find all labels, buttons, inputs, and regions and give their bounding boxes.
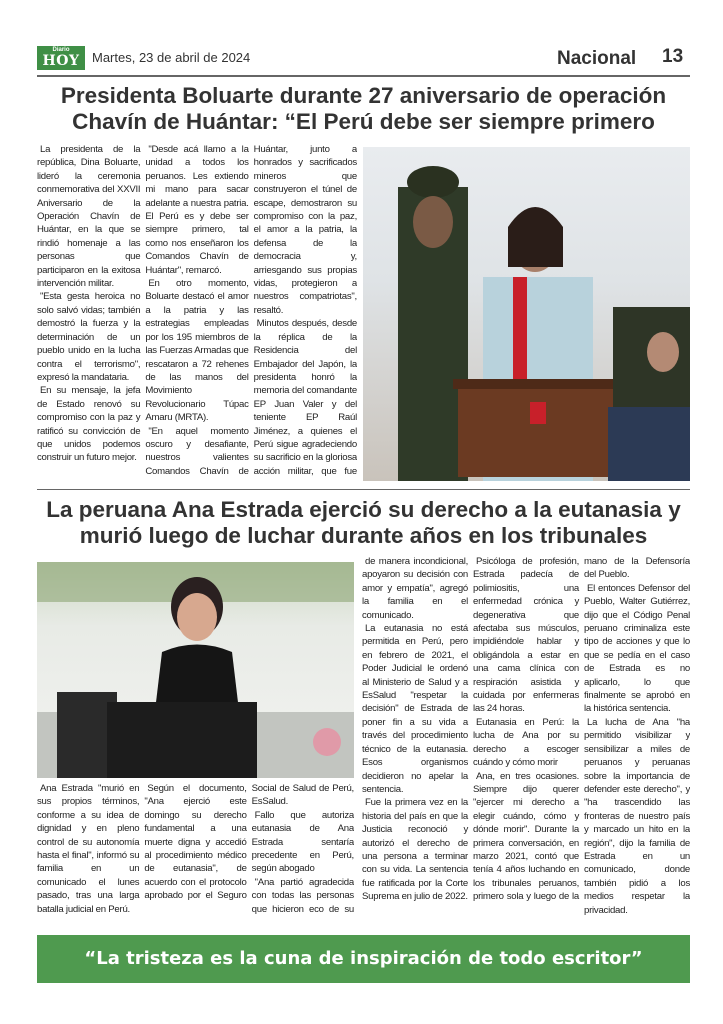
- quote-banner: “La tristeza es la cuna de inspiración de todo escritor”: [37, 935, 690, 983]
- header-rule: [37, 75, 690, 77]
- page-number: 13: [662, 46, 684, 67]
- paragraph: Minutos después, desde la réplica de la Residencia del Embajador del Japón, la presidenta honró la memoria del comandante EP Juan Valer y del teniente EP Raúl Jiménez, a quienes el Perú sigue agradeciendo su sacrificio en la gloriosa acción militar, que fue: [253, 318, 357, 477]
- paragraph: La presidenta de la república, Dina Boluarte, lideró la ceremonia conmemorativa del XXVII Aniversario de la Operación Chavín de Huántar, en la que se rindió homenaje a las personas que participaron en la exitosa intervención militar.: [37, 144, 141, 290]
- issue-date: Martes, 23 de abril de 2024: [92, 50, 251, 65]
- paragraph: Eutanasia en Perú: la lucha de Ana por su derecho a escoger cuándo y cómo morir: [473, 716, 579, 769]
- paragraph: En otro momento, Boluarte destacó el amor a la patria y las estrategias empleadas por los 195 miembros de las Fuerzas Armadas que rescataron a 72 rehenes de las manos del Movimiento Revolucionario Túpac Amaru (MRTA).: [145, 278, 249, 424]
- paragraph: Ana, en tres ocasiones. Siempre dijo querer "ejercer mi derecho a elegir cuándo, cómo y dónde morir". Durante la primera conversación, en marzo 2021, contó que tenía 4 años luchando en los tribunales peruanos, primero sola y luego de la mano de la Defensoría del Pueblo.: [473, 556, 690, 903]
- ana-estrada-photo: [37, 562, 354, 778]
- paragraph: "Esta gesta heroica no solo salvó vidas; también demostró la fuerza y la determinación de un pueblo unido en la lucha contra el terrorismo", expresó la mandataria.: [37, 291, 141, 383]
- paragraph: La lucha de Ana "ha permitido visibilizar y sensibilizar a miles de peruanos y peruanas sobre la importancia de defender este derecho", y "ha trascendido las fronteras de nuestro país y marcado un hito en la región", dijo la familia de Estrada en un comunicado, donde también pidió a los medios respetar la privacidad.: [584, 716, 690, 916]
- article2-headline: La peruana Ana Estrada ejerció su derecho a la eutanasia y murió luego de luchar durante años en los tribunales: [46, 497, 681, 548]
- paragraph: Ana Estrada "murió en sus propios términos, conforme a su idea de dignidad y en pleno control de su autonomía hasta el final", informó su familia en un comunicado el lunes pasado, tras una larga batalla judicial en Perú.: [37, 783, 140, 915]
- paragraph: Fallo que autoriza eutanasia de Ana Estrada sentaría precedente en Perú, según abogado: [251, 809, 354, 875]
- article1-headline: Presidenta Boluarte durante 27 aniversario de operación Chavín de Huántar: “El Perú debe ser siempre primero: [60, 83, 667, 134]
- paragraph: "Ana partió agradecida con todas las personas que hicieron eco de su: [251, 876, 354, 915]
- paragraph: Fue la primera vez en la historia del país en que la Justicia reconoció y autorizó el derecho de una persona a terminar con su vida. La sentencia fue ratificada por la Corte Suprema en julio de 2022.: [362, 797, 468, 903]
- paragraph: La eutanasia no está permitida en Perú, pero en febrero de 2021, el Poder Judicial le ordenó al Ministerio de Salud y a EsSalud "respetar la decisión" de Estrada de poner fin a su vida a través del procedimiento técnico de la eutanasia. Esos organismos decidieron no apelar la sentencia.: [362, 623, 468, 795]
- paragraph: "En aquel momento oscuro y desafiante, nuestros valientes Comandos Chavín de Huántar, junto a honrados y sacrificados mineros que construyeron el túnel de escape, demostraron su compromiso con la paz, el amor a la patria, la defensa de la democracia y, arriesgando sus propias vidas, protegieron a nuestros compatriotas", resaltó.: [145, 144, 357, 477]
- article1-body: [37, 143, 357, 483]
- section-name: Nacional: [557, 48, 637, 69]
- section-divider: [37, 489, 690, 490]
- article2-body-right: [362, 555, 690, 928]
- newspaper-logo: [37, 46, 85, 70]
- logo-big-text: HOY: [42, 53, 80, 69]
- paragraph: El entonces Defensor del Pueblo, Walter Gutiérrez, dijo que el Código Penal peruano criminaliza este tipo de acciones y que lo que se pedía en el caso de Estrada es no aplicarlo, lo que finalmente se aprobó en la histórica sentencia.: [584, 582, 690, 715]
- paragraph: Psicóloga de profesión, Estrada padecía de polimiositis, una enfermedad crónica y degenerativa que afectaba sus músculos, impidiéndole hablar y obligándola a estar en una cama clínica con respiración asistida y cuidada por enfermeras las 24 horas.: [473, 556, 579, 715]
- paragraph: "Desde acá llamo a la unidad a todos los peruanos. Les extiendo mi mano para sacar adelante a nuestra patria. El Perú es y debe ser siempre primero, tal como nos enseñaron los Comandos Chavín de Huántar", remarcó.: [145, 144, 249, 276]
- article2-body-left: [37, 782, 354, 927]
- boluarte-ceremony-photo: [363, 147, 690, 481]
- paragraph: Según el documento, "Ana ejerció este domingo su derecho fundamental a una muerte digna y accedió al procedimiento médico de eutanasia", de acuerdo con el protocolo aprobado por el Seguro Social de Salud de Perú, EsSalud.: [144, 783, 354, 902]
- logo-small-text: Diario: [52, 47, 70, 53]
- paragraph: de manera incondicional, apoyaron su decisión con amor y empatía", agregó la familia en el comunicado.: [362, 556, 468, 621]
- paragraph: En su mensaje, la jefa de Estado renovó su compromiso con la paz y ratificó su convicción de que unidos podemos construir un futuro mejor.: [37, 385, 141, 464]
